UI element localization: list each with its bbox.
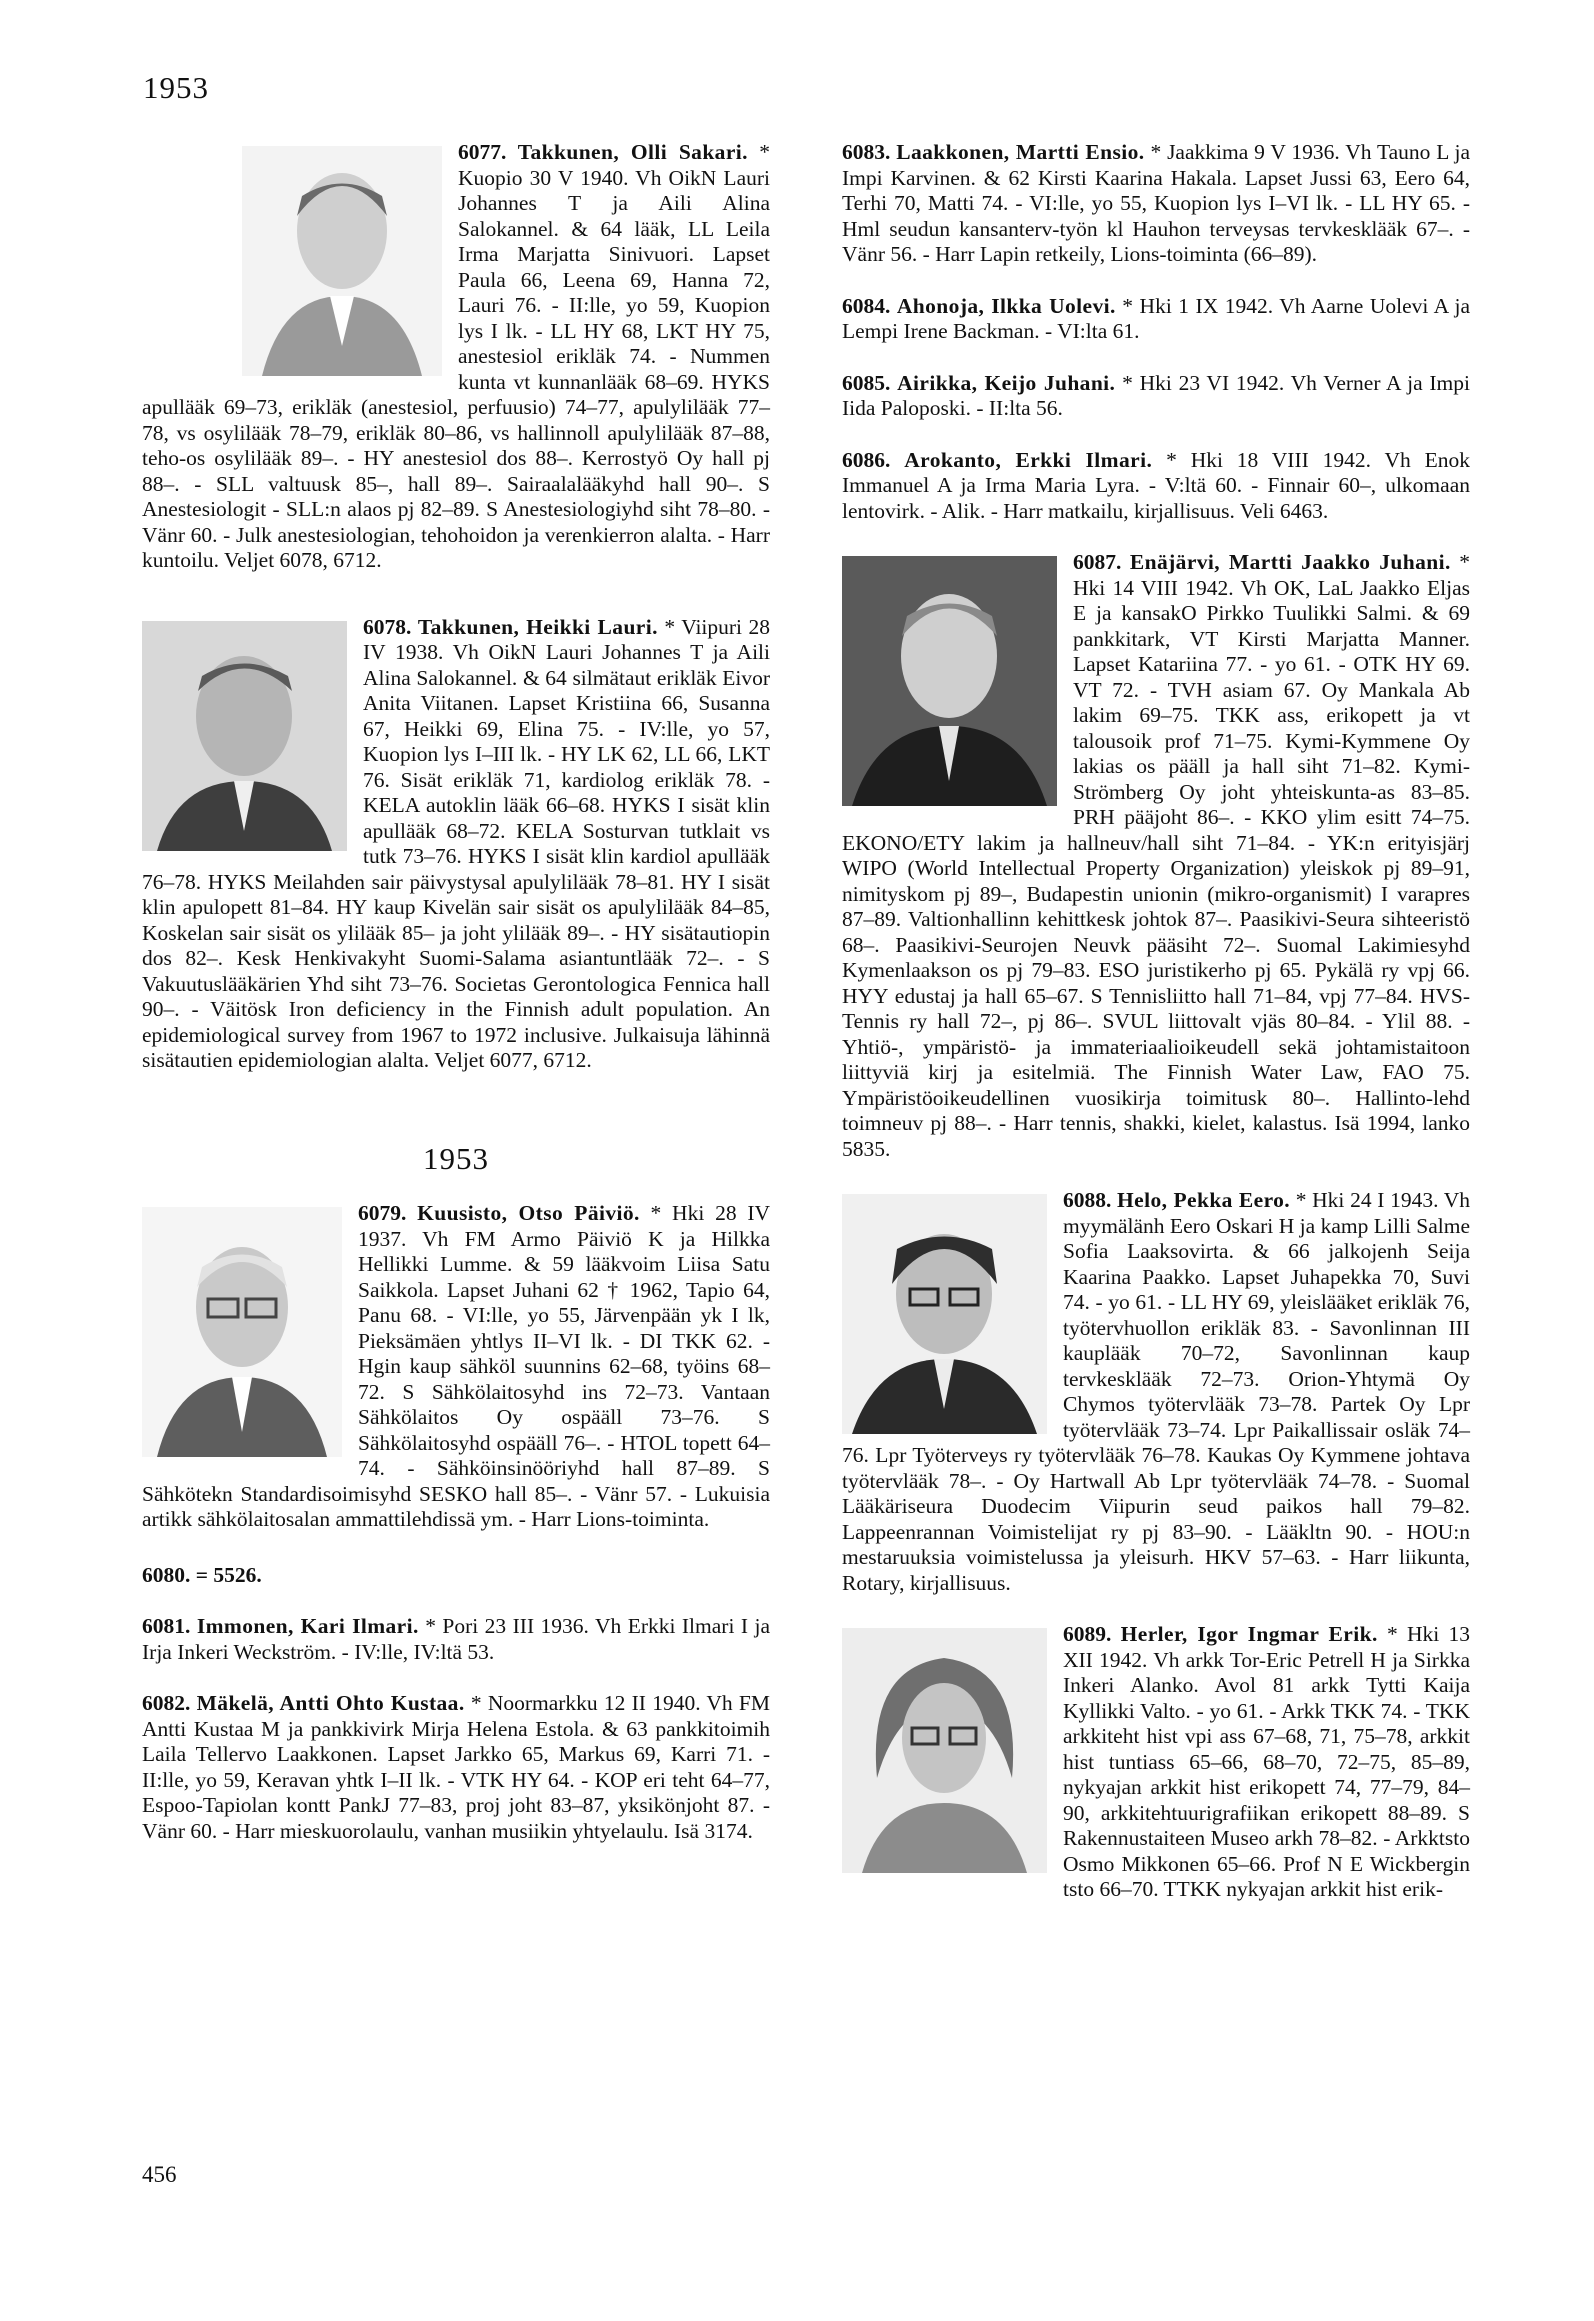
entry-name: Takkunen, Olli Sakari.: [517, 140, 748, 164]
portrait-photo: [842, 1628, 1047, 1873]
entry-number: 6083.: [842, 140, 891, 164]
entry-number: 6087.: [1073, 550, 1122, 574]
biography-entry-6087: [842, 550, 1470, 1162]
entry-text: * Hki 1 IX 1942. Vh Aarne Uolevi A ja Lempi Irene Backman. - VI:lta 61.: [842, 293, 1470, 343]
entry-text: * Jaakkima 9 V 1936. Vh Tauno L ja Impi Karvinen. & 62 Kirsti Kaarina Hakala. Lapset Jussi 63, Eero 64, Terhi 70, Matti 74. - VI:lle, yo 55, Kuopion lys I–VI lk. - LL HY 65. - Hml seudun kansanterv-työn kl Hauhon terveysas tervkesklääk 67–. - Vänr 56. - Harr Lapin retkeily, Lions-toiminta (66–89).: [842, 140, 1471, 266]
biography-entry-6077: [142, 140, 770, 574]
entry-number: 6078.: [363, 614, 412, 639]
entry-number: 6088.: [1063, 1188, 1112, 1212]
biography-entry-6089: [842, 1622, 1470, 1903]
biography-entry-6083: [842, 140, 1470, 268]
portrait-icon: [842, 556, 1057, 806]
entry-text: * Kuopio 30 V 1940. Vh OikN Lauri Johannes T ja Aili Alina Salokannel. & 64 lääk, LL Leila Irma Marjatta Sinivuori. Lapset Paula 66, Leena 69, Hanna 72, Lauri 76. - II:lle, yo 59, Kuopion lys I lk. - LL HY 68, LKT HY 75, anestesiol erikläk 74. - Nummen kunta vt kunnanlääk 68–69. HYKS apullääk 69–73, erikläk (anestesiol, perfuusio) 74–77, apulylilääk 77–78, vs osylilääk 78–79, erikläk 80–86, vs hallinnoll apulylilääk 87–88, teho-os osylilääk 89–. - HY anestesiol dos 88–. Kerrostyö Oy hall pj 88–. - SLL valtuusk 85–, hall 89–. Sairaalalääkyhd hall 90–. S Anestesiologit - SLL:n alaos pj 82–89. S Anestesiologiyhd siht 78–80. - Vänr 60. - Julk anestesiologian, tehohoidon ja verenkierron alalta. - Harr kuntoilu. Veljet 6078, 6712.: [142, 140, 770, 572]
biography-entry-6080: [142, 1563, 770, 1589]
entry-text: * Hki 23 VI 1942. Vh Verner A ja Impi Iida Paloposki. - II:lta 56.: [842, 370, 1471, 420]
entry-number: 6081.: [142, 1614, 191, 1638]
portrait-photo: [142, 1207, 342, 1457]
portrait-icon: [842, 1194, 1047, 1434]
biography-entry-6085: [842, 371, 1470, 422]
entry-text: * Hki 14 VIII 1942. Vh OK, LaL Jaakko Eljas E ja kansakO Pirkko Tuulikki Salmi. & 69 pankkitark, VT Kirsti Marjatta Manner. Lapset Katariina 77. - yo 61. - OTK HY 69. VT 72. - TVH asiam 67. Oy Mankala Ab lakim 69–75. TKK ass, erikopett ja vt talousoik prof 71–75. Kymi-Kymmene Oy lakias os pääll ja hall siht 71–82. Kymi-Strömberg Oy joht yhteiskunta-as 83–85. PRH pääjoht 86–. - KKO ylim esitt 74–75. EKONO/ETY lakim ja hallneuv/hall siht 71–84. - YK:n erityisjärj WIPO (World Intellectual Property Organization) yleiskok pj 89–91, nimityskom pj 89–, Budapestin unionin (mikro-organismit) I varapres 87–89. Valtionhallinn kehittkesk johtok 87–. Paasikivi-Seura sihteeristö 68–. Paasikivi-Seurojen Neuvk pääsiht 72–. Suomal Lakimiesyhd Kymenlaakson os pj 79–83. ESO juristikerho pj 65. Pykälä ry vpj 66. HYY edustaj ja hall 65–67. S Tennisliitto hall 71–84, vpj 77–84. HVS-Tennis ry hall 72–, pj 86–. SVUL liittovalt vjäs 80–84. - Ylil 88. - Yhtiö-, ympäristö- ja immateriaalioikeudell sekä johtamistaitoon liittyviä kirj ja esitelmiä. The Finnish Water Law, FAO 75. Ympäristöoikeudellinen vuosikirja toimitusk 80–. Hallinto-lehd toimneuv pj 88–. - Harr tennis, shakki, kielet, kalastus. Isä 1994, lanko 5835.: [842, 550, 1471, 1161]
section-year-heading: 1953: [423, 1140, 489, 1176]
entry-name: Takkunen, Heikki Lauri.: [417, 614, 658, 639]
entry-text: = 5526.: [190, 1562, 262, 1587]
entry-name: Mäkelä, Antti Ohto Kustaa.: [196, 1691, 465, 1715]
right-column: [842, 140, 1470, 1944]
left-column: [142, 140, 770, 1885]
biography-entry-6084: [842, 294, 1470, 345]
portrait-icon: [842, 1628, 1047, 1873]
entry-name: Herler, Igor Ingmar Erik.: [1120, 1622, 1378, 1646]
entry-name: Airikka, Keijo Juhani.: [897, 370, 1116, 395]
entry-text: * Hki 28 IV 1937. Vh FM Armo Päiviö K ja Hilkka Hellikki Lumme. & 59 lääkvoim Liisa Satu Saikkola. Lapset Juhani 62 † 1962, Tapio 64, Panu 68. - VI:lle, yo 55, Järvenpään yk I lk, Pieksämäen yhtlys II–VI lk. - DI TKK 62. - Hgin kaup sähköl suunnins 62–68, työins 68–72. S Sähkölaitosyhd ins 72–73. Vantaan Sähkölaitos Oy ospääll 73–76. S Sähkölaitosyhd ospääll 76–. - HTOL topett 64–74. - Sähköinsinööriyhd hall 87–89. S Sähkötekn Standardisoimisyhd SESKO hall 85–. - Vänr 57. - Lukuisia artikk sähkölaitosalan ammattilehdissä ym. - Harr Lions-toiminta.: [142, 1201, 771, 1531]
entry-text: * Hki 18 VIII 1942. Vh Enok Immanuel A ja Irma Maria Lyra. - V:ltä 60. - Finnair 60–, ulkomaan lentovirk. - Alik. - Harr matkailu, kirjallisuus. Veli 6463.: [842, 447, 1471, 523]
portrait-photo: [842, 556, 1057, 806]
entry-name: Immonen, Kari Ilmari.: [196, 1614, 419, 1638]
entry-text: * Viipuri 28 IV 1938. Vh OikN Lauri Johannes T ja Aili Alina Salokannel. & 64 silmätaut erikläk Eivor Anita Viitanen. Lapset Kristiina 66, Susanna 67, Heikki 69, Elina 75. - IV:lle, yo 57, Kuopion lys I–III lk. - HY LK 62, LL 66, LKT 76. Sisät erikläk 71, kardiolog erikläk 78. - KELA autoklin lääk 66–68. HYKS I sisät klin apullääk 68–72. KELA Sosturvan tutklait vs tutk 73–76. HYKS I sisät klin kardiol apullääk 76–78. HYKS Meilahden sair päivystysal apulylilääk 78–81. HY I sisät klin apulopett 81–84. HY kaup Kivelän sair sisät os apulylilääk 84–85, Koskelan sair sisät os ylilääk 85– ja joht ylilääk 89–. - HY sisätautiopin dos 82–. Kesk Henkivakyht Suomi-Salama asiantuntlääk 72–. - S Vakuutuslääkärien Yhd siht 73–76. Societas Gerontologica Fennica hall 90–. - Väitösk Iron deficiency in the Finnish adult population. An epidemiological survey from 1967 to 1972 inclusive. Julkaisuja lähinnä sisätautien epidemiologian alalta. Veljet 6077, 6712.: [142, 614, 771, 1072]
entry-text: * Noormarkku 12 II 1940. Vh FM Antti Kustaa M ja pankkivirk Mirja Helena Estola. & 63 pankkitoimih Laila Tellervo Laakkonen. Lapset Jarkko 65, Markus 69, Karri 71. - II:lle, yo 59, Keravan yhtk I–II lk. - VTK HY 64. - KOP eri teht 64–77, Espoo-Tapiolan kontt PankJ 77–83, proj joht 83–87, yksikönjoht 87. - Vänr 60. - Harr mieskuorolaulu, vanhan musiikin yhtyelaulu. Isä 3174.: [142, 1691, 770, 1843]
portrait-photo: [142, 621, 347, 851]
biography-entry-6086: [842, 448, 1470, 525]
entry-name: Laakkonen, Martti Ensio.: [896, 140, 1145, 164]
entry-number: 6089.: [1063, 1622, 1112, 1646]
entry-number: 6082.: [142, 1691, 191, 1715]
portrait-photo: [242, 146, 442, 376]
page-number: 456: [142, 2162, 177, 2187]
entry-name: Helo, Pekka Eero.: [1117, 1188, 1291, 1212]
entry-number: 6079.: [358, 1201, 407, 1225]
entry-text: * Hki 24 I 1943. Vh myymälänh Eero Oskari H ja kamp Lilli Salme Sofia Laaksovirta. & 66 jalkojenh Seija Kaarina Paakko. Lapset Juhapekka 70, Suvi 74. - yo 61. - LL HY 69, yleislääket erikläk 76, työtervhuollon erikläk 83. - Savonlinnan III kauplääk 70–72, Savonlinnan kaup tervkesklääk 72–73. Orion-Yhtymä Oy Chymos työtervlääk 73–78. Partek Oy Lpr työtervlääk 73–74. Lpr Paikallissair osläk 74–76. Lpr Työterveys ry työtervlääk 76–78. Kaukas Oy Kymmene johtava työtervlääk 78–. - Oy Hartwall Ab Lpr työtervlääk 74–78. - Suomal Lääkäriseura Duodecim Viipurin seud paikos hall 79–82. Lappeenrannan Voimistelijat ry pj 83–90. - Lääkltn 90. - HOU:n mestaruuksia voimistelussa ja yleisurh. HKV 57–63. - Harr liikunta, Rotary, kirjallisuus.: [842, 1188, 1470, 1595]
entry-text: * Pori 23 III 1936. Vh Erkki Ilmari I ja Irja Inkeri Weckström. - IV:lle, IV:ltä 53.: [142, 1614, 770, 1664]
portrait-photo: [842, 1194, 1047, 1434]
running-header-year: 1953: [143, 70, 209, 105]
entry-number: 6080.: [142, 1562, 191, 1587]
entry-name: Arokanto, Erkki Ilmari.: [904, 447, 1153, 472]
entry-name: Kuusisto, Otso Päiviö.: [417, 1201, 640, 1225]
biography-entry-6081: [142, 1614, 770, 1665]
portrait-icon: [142, 621, 347, 851]
entry-number: 6086.: [842, 447, 891, 472]
entry-text: * Hki 13 XII 1942. Vh arkk Tor-Eric Petrell H ja Sirkka Inkeri Alanko. Avol 81 arkk Tytti Kaija Kyllikki Valto. - yo 61. - Arkk TKK 74. - TKK arkkiteht hist vpi ass 67–68, 71, 75–78, arkkit hist tuntiass 65–66, 68–70, 72–75, 85–89, nykyajan arkkit hist erikopett 74, 77–79, 84–90, arkkitehtuurigrafiikan erikopett 88–89. S Rakennustaiteen Museo arkh 78–82. - Arkktsto Osmo Mikkonen 65–66. Prof N E Wickbergin tsto 66–70. TTKK nykyajan arkkit hist erik-: [1063, 1622, 1470, 1901]
portrait-icon: [142, 1207, 342, 1457]
entry-name: Enäjärvi, Martti Jaakko Juhani.: [1129, 550, 1451, 574]
entry-name: Ahonoja, Ilkka Uolevi.: [896, 293, 1116, 318]
biography-entry-6082: [142, 1691, 770, 1844]
biography-entry-6078: [142, 615, 770, 1074]
entry-number: 6085.: [842, 370, 891, 395]
biography-entry-6088: [842, 1188, 1470, 1596]
biography-entry-6079: [142, 1201, 770, 1533]
portrait-icon: [242, 146, 442, 376]
entry-number: 6077.: [458, 140, 507, 164]
entry-number: 6084.: [842, 293, 891, 318]
